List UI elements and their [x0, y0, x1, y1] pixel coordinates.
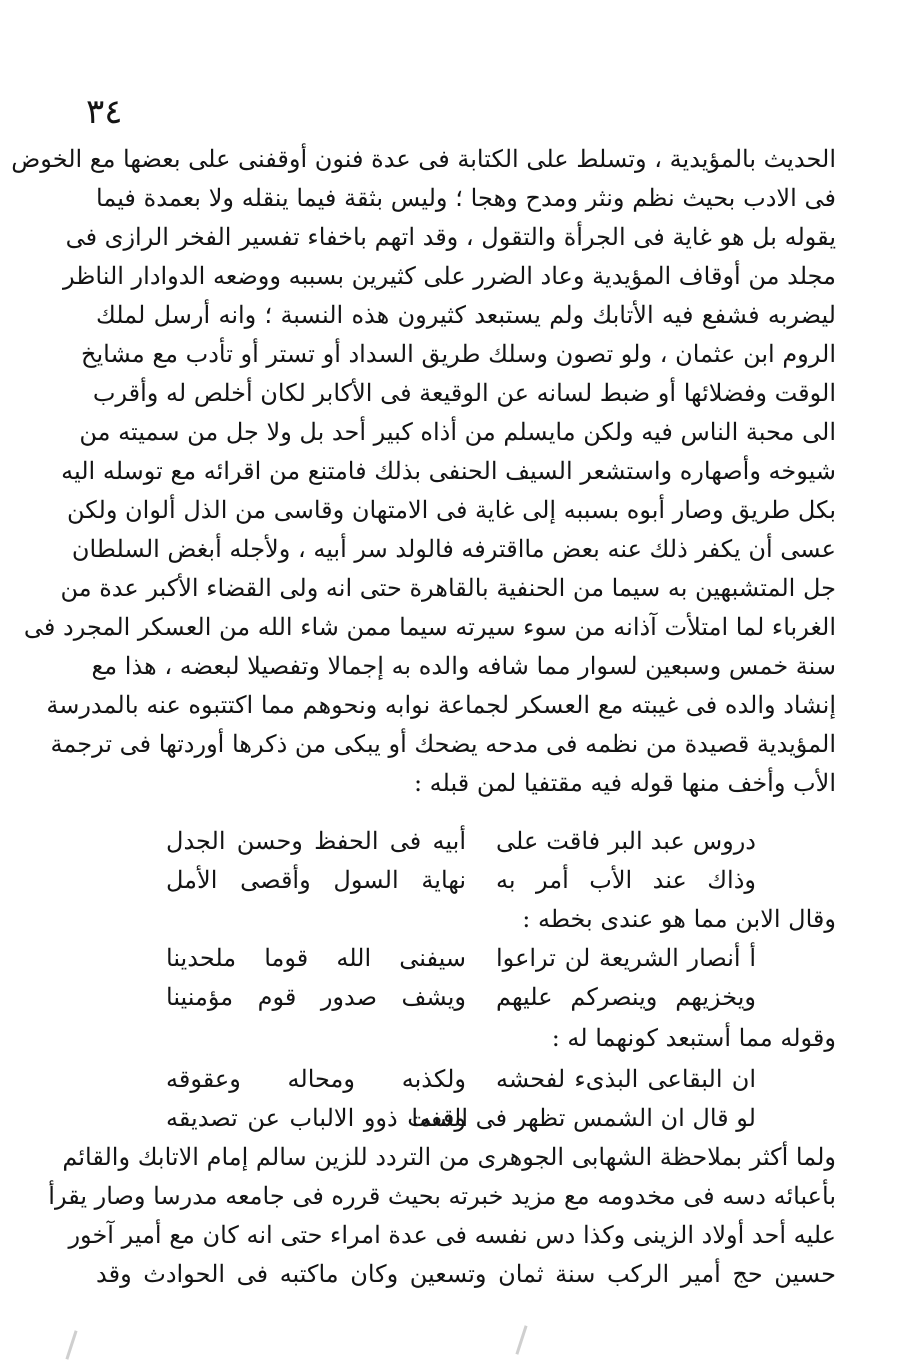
text-line: عليه أحد أولاد الزينى وكذا دس نفسه فى عدة امراء حتى انه كان مع أمير آخور [68, 1221, 836, 1249]
paragraph-closing [48, 1138, 836, 1294]
verse-line [96, 861, 836, 900]
verse-line [96, 1099, 836, 1138]
text-line: الروم ابن عثمان ، ولو تصون وسلك طريق السداد أو تستر أو تأدب مع مشايخ [80, 340, 836, 368]
verse-line [96, 939, 836, 978]
scan-speck [65, 1330, 77, 1359]
text-line: مجلد من أوقاف المؤيدية وعاد الضرر على كثيرين بسببه ووضعه الدوادار الناظر [63, 262, 836, 290]
text-line: فى الادب بحيث نظم ونثر ومدح وهجا ؛ وليس بثقة فيما ينقله ولا بعمدة فيما [96, 184, 836, 212]
verse-hemistich-first: وذاك عند الأب أمر به [496, 866, 756, 894]
verse-hemistich-first: أ أنصار الشريعة لن تراعوا [496, 944, 756, 972]
text-line: الغرباء لما امتلأت آذانه من سوء سيرته سيما ممن شاء الله من العسكر المجرد فى [23, 613, 836, 641]
verse-line [96, 978, 836, 1017]
text-line: المؤيدية قصيدة من نظمه فى مدحه يضحك أو يبكى من ذكرها أوردتها فى ترجمة [50, 730, 836, 758]
page-number: ٣٤ [86, 92, 123, 132]
text-line: وقال الابن مما هو عندى بخطه : [522, 905, 836, 933]
verse-hemistich-second: وقفت ذوو الالباب عن تصديقه [166, 1104, 466, 1132]
verse-line [96, 1060, 836, 1099]
text-line: جل المتشبهين به سيما من الحنفية بالقاهرة حتى انه ولى القضاء الأكبر عدة من [60, 574, 836, 602]
text-line: حسين حج أمير الركب سنة ثمان وتسعين وكان ماكتبه فى الحوادث وقد [96, 1260, 836, 1288]
poem-intro [96, 900, 836, 939]
verse-hemistich-first: دروس عبد البر فاقت على [496, 827, 756, 855]
text-line: الى محبة الناس فيه ولكن مايسلم من أذاه كبير أحد بل ولا جل من سميته من [79, 418, 836, 446]
verse-hemistich-first: لو قال ان الشمس تظهر فى السما [411, 1104, 756, 1132]
text-line: بأعبائه دسه فى مخدومه مع مزيد خبرته بحيث قرره فى جامعه مدرسا وصار يقرأ [48, 1182, 836, 1210]
scan-speck [515, 1325, 527, 1354]
verse-hemistich-first: ويخزيهم وينصركم عليهم [496, 983, 756, 1011]
text-line: الأب وأخف منها قوله فيه مقتفيا لمن قبله : [413, 769, 836, 797]
text-line: ليضربه فشفع فيه الأتابك ولم يستبعد كثيرون هذه النسبة ؛ وانه أرسل لملك [96, 301, 836, 329]
text-line: ولما أكثر بملاحظة الشهابى الجوهرى من التردد للزين سالم إمام الاتابك والقائم [62, 1143, 836, 1171]
text-line: بكل طريق وصار أبوه بسببه إلى غاية فى الامتهان وقاسى من الذل ألوان ولكن [66, 496, 836, 524]
verse-hemistich-second: ويشف صدور قوم مؤمنينا [166, 983, 466, 1011]
paragraph-main [11, 140, 836, 803]
verse-hemistich-second: سيفنى الله قوما ملحدينا [166, 944, 466, 972]
verse-line [96, 822, 836, 861]
verse-hemistich-second: أبيه فى الحفظ وحسن الجدل [166, 827, 466, 855]
poem-intro [96, 1019, 836, 1058]
verse-hemistich-second: نهاية السول وأقصى الأمل [166, 866, 466, 894]
text-line: عسى أن يكفر ذلك عنه بعض مااقترفه فالولد سر أبيه ، ولأجله أبغض السلطان [71, 535, 836, 563]
text-line: الوقت وفضلائها أو ضبط لسانه عن الوقيعة فى الأكابر لكان أخلص له وأقرب [92, 379, 836, 407]
text-line: سنة خمس وسبعين لسوار مما شافه والده به إجمالا وتفصيلا لبعضه ، هذا مع [91, 652, 836, 680]
text-line: إنشاد والده فى غيبته مع العسكر لجماعة نوابه ونحوهم مما اكتتبوه عنه بالمدرسة [46, 691, 836, 719]
text-line: الحديث بالمؤيدية ، وتسلط على الكتابة فى عدة فنون أوقفنى على بعضها مع الخوض [11, 145, 836, 173]
text-line: يقوله بل هو غاية فى الجرأة والتقول ، وقد اتهم باخفاء تفسير الفخر الرازى فى [65, 223, 836, 251]
text-line: شيوخه وأصهاره واستشعر السيف الحنفى بذلك فامتنع من اقرائه مع توسله اليه [61, 457, 836, 485]
text-line: وقوله مما أستبعد كونهما له : [551, 1024, 836, 1052]
verse-hemistich-second: ولكذبه ومحاله وعقوقه [166, 1065, 466, 1093]
verse-hemistich-first: ان البقاعى البذىء لفحشه [496, 1065, 756, 1093]
